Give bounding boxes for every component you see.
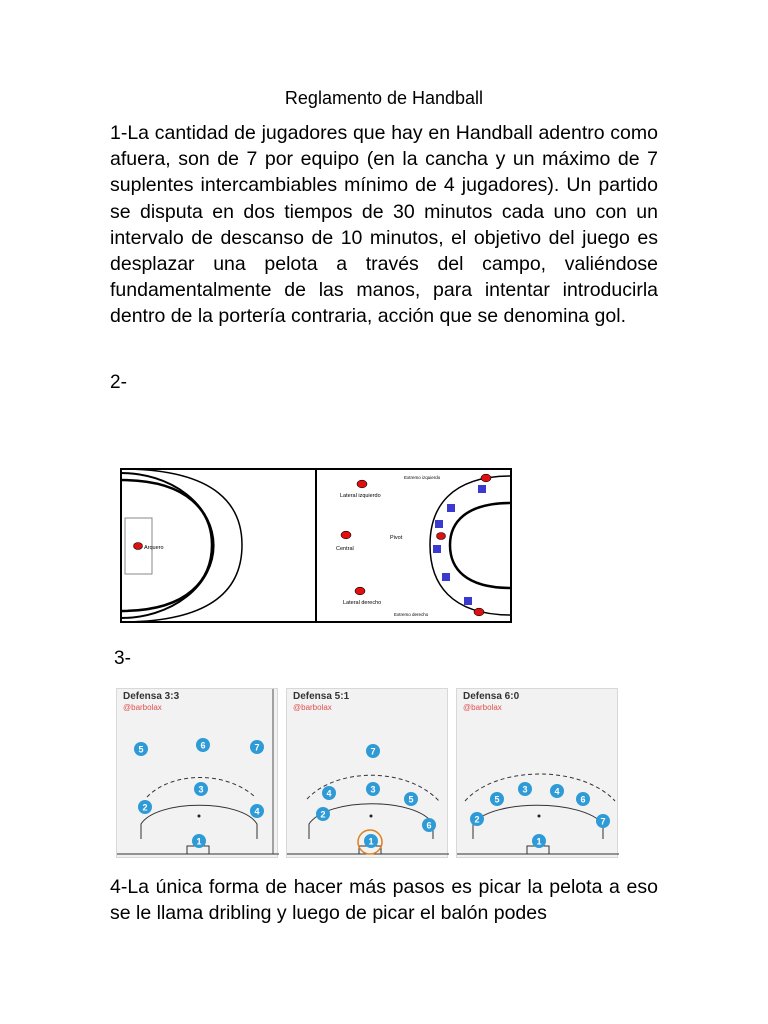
player-badge	[366, 744, 380, 758]
section-2-label: 2-	[110, 372, 127, 393]
defense-panel-6-0	[456, 688, 618, 858]
player-number: 1	[536, 836, 542, 847]
attacker-extremo-izquierdo	[481, 474, 491, 482]
defense-panel-5-1	[286, 688, 448, 858]
attacker-lateral-derecho	[355, 587, 365, 595]
handball-court-diagram	[120, 468, 512, 623]
document-title: Reglamento de Handball	[284, 88, 484, 108]
paragraph-dribbling-rule: 4-La única forma de hacer más pasos es picar la pelota a eso se le llama dribling y luego de picar el balón podes	[110, 876, 658, 925]
defender-3	[435, 520, 443, 528]
player-badge	[196, 738, 210, 752]
player-number: 5	[408, 794, 414, 805]
player-number: 3	[198, 784, 204, 795]
player-badge	[250, 740, 264, 754]
defense-title: Defensa 3:3	[123, 691, 180, 702]
player-number: 2	[320, 809, 326, 820]
court-label-extremo-derecho: Extremo derecho	[394, 612, 429, 617]
player-badge	[194, 782, 208, 796]
player-badge	[532, 834, 546, 848]
defender-4	[433, 545, 441, 553]
player-badge	[364, 834, 378, 848]
player-number: 4	[254, 806, 260, 817]
player-badge	[518, 782, 532, 796]
player-number: 1	[368, 836, 374, 847]
player-number: 1	[196, 836, 202, 847]
attacker-extremo-derecho	[474, 608, 484, 616]
player-badge	[138, 800, 152, 814]
court-label-lateral-izquierdo: Lateral izquierdo	[340, 493, 381, 499]
attacker-central	[341, 531, 351, 539]
player-badge	[366, 782, 380, 796]
player-number: 3	[522, 784, 528, 795]
defense-title: Defensa 6:0	[463, 691, 520, 702]
court-label-arquero: Arquero	[144, 545, 164, 551]
defense-panel-3-3	[116, 688, 278, 858]
defense-handle: @barbolax	[123, 703, 162, 712]
player-number: 2	[474, 814, 480, 825]
court-label-pivot: Pivot	[390, 535, 403, 541]
attacker-pivot	[437, 533, 446, 540]
player-number: 6	[426, 820, 432, 831]
court-label-lateral-derecho: Lateral derecho	[343, 600, 382, 606]
player-badge	[490, 792, 504, 806]
defender-6	[464, 597, 472, 605]
court-label-extremo-izquierdo: Extremo izquierdo	[404, 475, 441, 480]
player-number: 3	[370, 784, 376, 795]
player-badge	[550, 784, 564, 798]
player-number: 5	[138, 744, 144, 755]
attacker-lateral-izquierdo	[357, 480, 367, 488]
player-badge	[192, 834, 206, 848]
defense-handle: @barbolax	[463, 703, 502, 712]
player-badge	[250, 804, 264, 818]
player-badge	[316, 807, 330, 821]
player-number: 6	[200, 740, 206, 751]
player-badge	[134, 742, 148, 756]
player-number: 6	[580, 794, 586, 805]
player-number: 2	[142, 802, 148, 813]
defense-title: Defensa 5:1	[293, 691, 350, 702]
player-badge	[422, 818, 436, 832]
player-number: 7	[370, 746, 376, 757]
player-number: 4	[326, 788, 332, 799]
player-badge	[470, 812, 484, 826]
player-number: 7	[254, 742, 260, 753]
player-badge	[576, 792, 590, 806]
player-number: 5	[494, 794, 500, 805]
player-badge	[322, 786, 336, 800]
section-3-label: 3-	[114, 648, 131, 669]
goalkeeper-marker	[134, 543, 143, 550]
paragraph-players-rules: 1-La cantidad de jugadores que hay en Handball adentro como afuera, son de 7 por equipo (en la cancha y un máximo de 7 suplentes intercambiables mínimo de 4 jugadores). Un partido se disputa en dos tiempos de 30 minutos cada uno con un intervalo de descanso de 10 minutos, el objetivo del juego es desplazar una pelota a través del campo, valiéndose fundamentalmente de las manos, para intentar introducirla dentro de la portería contraria, acción que se denomina gol.	[110, 122, 658, 328]
player-number: 7	[600, 816, 606, 827]
defender-1	[478, 485, 486, 493]
player-badge	[404, 792, 418, 806]
court-label-central: Central	[336, 546, 354, 552]
player-number: 4	[554, 786, 560, 797]
defender-2	[447, 504, 455, 512]
player-badge	[596, 814, 610, 828]
defense-handle: @barbolax	[293, 703, 332, 712]
defender-5	[442, 573, 450, 581]
